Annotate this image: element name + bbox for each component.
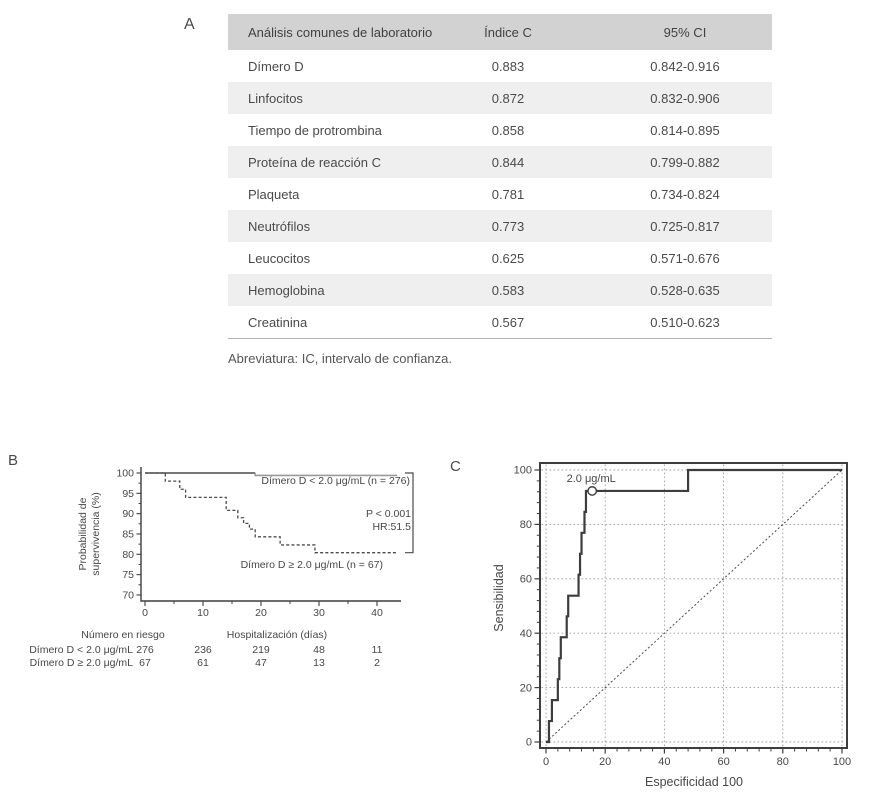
x-tick-label: 0 bbox=[142, 607, 148, 619]
ci-value: 0.799-0.882 bbox=[650, 154, 720, 170]
table-row bbox=[228, 50, 772, 82]
analysis-name: Dímero D bbox=[248, 58, 304, 74]
analysis-name: Linfocitos bbox=[248, 90, 303, 106]
analysis-name: Tiempo de protrombina bbox=[248, 122, 382, 138]
c-index-value: 0.567 bbox=[491, 314, 525, 330]
table-row bbox=[228, 114, 772, 146]
panel-a-label: A bbox=[184, 16, 195, 33]
risk-count: 47 bbox=[255, 657, 267, 669]
y-tick-label: 85 bbox=[122, 528, 134, 541]
x-tick-label: 100 bbox=[832, 756, 852, 768]
x-axis-title: Hospitalización (días) bbox=[226, 629, 328, 641]
c-index-value: 0.625 bbox=[491, 250, 525, 266]
column-header-2: 95% CI bbox=[663, 24, 707, 40]
x-tick-label: 40 bbox=[658, 756, 671, 768]
hazard-ratio-label: HR:51.5 bbox=[372, 521, 411, 533]
cutoff-label: 2.0 μg/mL bbox=[566, 472, 616, 485]
risk-count: 236 bbox=[194, 644, 212, 656]
y-tick-label: 95 bbox=[122, 487, 134, 500]
c-index-value: 0.872 bbox=[491, 90, 525, 106]
risk-row-label: Dímero D ≥ 2.0 μg/mL bbox=[29, 657, 133, 669]
ci-value: 0.814-0.895 bbox=[650, 122, 720, 138]
y-tick-label: 70 bbox=[122, 589, 134, 602]
y-tick-label: 80 bbox=[122, 548, 134, 561]
ci-value: 0.510-0.623 bbox=[650, 314, 720, 330]
table-header-row bbox=[228, 14, 772, 50]
ci-value: 0.832-0.906 bbox=[650, 90, 720, 106]
x-tick-label: 30 bbox=[313, 607, 325, 619]
table-row bbox=[228, 178, 772, 210]
c-index-value: 0.583 bbox=[491, 282, 525, 298]
table-row bbox=[228, 274, 772, 306]
x-tick-label: 60 bbox=[717, 756, 730, 768]
analysis-name: Plaqueta bbox=[248, 186, 300, 202]
ci-value: 0.725-0.817 bbox=[650, 218, 720, 234]
y-tick-label: 100 bbox=[513, 464, 532, 477]
risk-count: 61 bbox=[197, 657, 209, 669]
c-index-value: 0.773 bbox=[491, 218, 525, 234]
y-tick-label: 0 bbox=[525, 736, 532, 749]
risk-table-title: Número en riesgo bbox=[81, 629, 165, 641]
risk-count: 13 bbox=[313, 657, 325, 669]
analysis-name: Hemoglobina bbox=[248, 282, 325, 298]
c-index-value: 0.781 bbox=[491, 186, 525, 202]
analysis-name: Neutrófilos bbox=[248, 218, 311, 234]
x-tick-label: 80 bbox=[776, 756, 789, 768]
y-tick-label: 90 bbox=[122, 508, 134, 521]
analysis-name: Leucocitos bbox=[248, 250, 311, 266]
y-tick-label: 20 bbox=[519, 682, 532, 695]
risk-count: 11 bbox=[371, 644, 383, 656]
reference-diagonal bbox=[546, 470, 842, 742]
risk-count: 219 bbox=[252, 644, 270, 656]
ci-value: 0.842-0.916 bbox=[650, 58, 720, 74]
column-header-1: Índice C bbox=[484, 24, 532, 40]
y-tick-label: 40 bbox=[519, 627, 532, 640]
lab-analysis-table bbox=[228, 14, 772, 339]
cutoff-marker bbox=[588, 487, 596, 495]
x-tick-label: 10 bbox=[197, 607, 209, 619]
risk-count: 276 bbox=[136, 644, 154, 656]
risk-count: 67 bbox=[139, 657, 151, 669]
table-row bbox=[228, 306, 772, 338]
y-tick-label: 100 bbox=[116, 467, 134, 480]
column-header-0: Análisis comunes de laboratorio bbox=[248, 24, 433, 40]
ci-value: 0.528-0.635 bbox=[650, 282, 720, 298]
y-tick-label: 80 bbox=[519, 519, 532, 532]
p-value-label: P < 0.001 bbox=[365, 508, 411, 520]
x-axis-title: Especificidad 100 bbox=[645, 775, 743, 789]
analysis-name: Creatinina bbox=[248, 314, 308, 330]
group-label-high: Dímero D ≥ 2.0 μg/mL (n = 67) bbox=[240, 559, 383, 571]
y-axis-title: Sensibilidad bbox=[492, 564, 506, 632]
group-label-low: Dímero D < 2.0 μg/mL (n = 276) bbox=[261, 475, 410, 487]
panel-c-label: C bbox=[450, 458, 461, 475]
roc-chart bbox=[440, 450, 894, 799]
risk-count: 2 bbox=[374, 657, 380, 669]
table-body bbox=[228, 50, 772, 338]
table-row bbox=[228, 146, 772, 178]
risk-count: 48 bbox=[313, 644, 325, 656]
table-footnote: Abreviatura: IC, intervalo de confianza. bbox=[228, 351, 453, 366]
c-index-value: 0.844 bbox=[491, 154, 525, 170]
table-row bbox=[228, 210, 772, 242]
ci-value: 0.734-0.824 bbox=[650, 186, 720, 202]
x-tick-label: 40 bbox=[371, 607, 383, 619]
y-tick-label: 75 bbox=[122, 569, 134, 582]
risk-row-label: Dímero D < 2.0 μg/mL bbox=[29, 644, 133, 656]
x-tick-label: 0 bbox=[542, 756, 550, 768]
y-axis-title: supervivencia (%) bbox=[90, 492, 102, 576]
c-index-value: 0.883 bbox=[491, 58, 525, 74]
x-tick-label: 20 bbox=[255, 607, 267, 619]
x-tick-label: 20 bbox=[599, 756, 612, 768]
y-axis-title: Probabilidad de bbox=[77, 497, 89, 571]
survival-chart bbox=[0, 450, 450, 682]
table-row bbox=[228, 82, 772, 114]
c-index-value: 0.858 bbox=[491, 122, 525, 138]
y-tick-label: 60 bbox=[519, 573, 532, 586]
panel-b-label: B bbox=[8, 452, 19, 469]
table-row bbox=[228, 242, 772, 274]
analysis-name: Proteína de reacción C bbox=[248, 154, 381, 170]
ci-value: 0.571-0.676 bbox=[650, 250, 720, 266]
